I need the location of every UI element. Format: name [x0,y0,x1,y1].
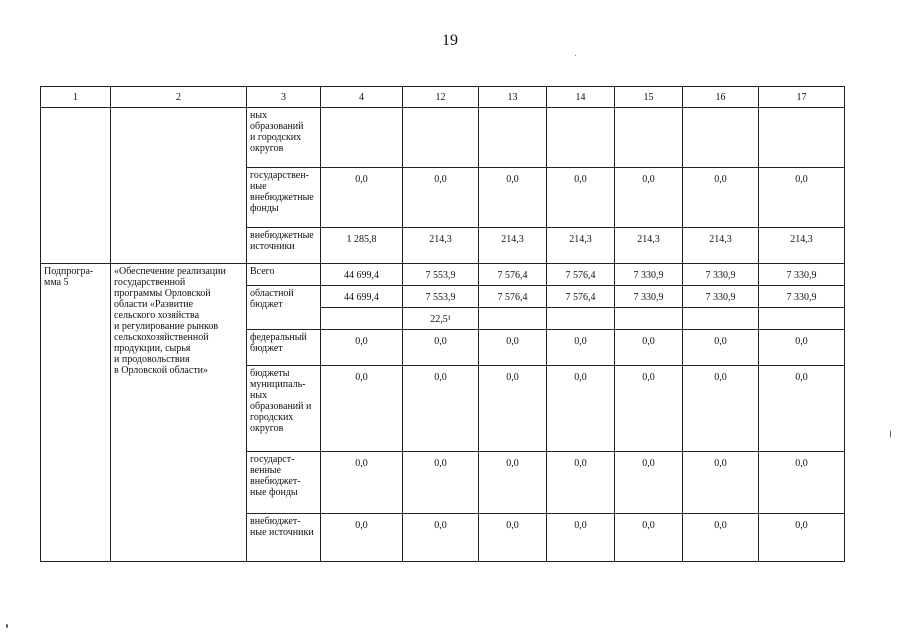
value-cell: 0,0 [615,366,683,452]
value-cell: 0,0 [479,330,547,366]
budget-table [40,86,845,562]
value-cell: 0,0 [479,452,547,514]
value-cell: 0,0 [321,330,403,366]
value-cell [759,108,845,168]
value-cell [479,308,547,330]
column-header: 1 [41,87,111,108]
value-cell: 7 576,4 [547,286,615,308]
value-cell: 44 699,4 [321,264,403,286]
value-cell: 214,3 [403,228,479,264]
column-header: 2 [111,87,247,108]
value-cell [615,108,683,168]
value-cell: 7 330,9 [759,264,845,286]
page-number: 19 [442,32,458,49]
value-cell [321,108,403,168]
funding-source-label: федеральный бюджет [247,330,321,366]
value-cell: 0,0 [759,514,845,562]
value-cell [547,308,615,330]
subprogram-code: Подпрогра- мма 5 [41,264,111,562]
value-cell: 7 576,4 [479,286,547,308]
value-cell [403,108,479,168]
subprogram-title: «Обеспечение реализации государственной программы Орловской области «Развитие сельского хозяйства и регулирование рынков сельскохозяйственной продукции, сырья и продовольствия в Орловской области» [111,264,247,562]
value-cell: 0,0 [321,452,403,514]
value-cell: 214,3 [759,228,845,264]
column-header: 16 [683,87,759,108]
empty-cell [111,108,247,264]
value-cell: 7 553,9 [403,264,479,286]
scan-speck [575,55,576,56]
value-cell: 0,0 [479,366,547,452]
value-cell: 0,0 [403,366,479,452]
value-cell: 214,3 [479,228,547,264]
value-cell: 0,0 [321,514,403,562]
value-cell [683,308,759,330]
funding-source-label: Всего [247,264,321,286]
funding-source-label: ных образований и городских округов [247,108,321,168]
column-header: 15 [615,87,683,108]
value-cell: 0,0 [547,366,615,452]
value-cell: 0,0 [683,452,759,514]
value-cell: 0,0 [759,452,845,514]
funding-source-label: государствен- ные внебюджетные фонды [247,168,321,228]
value-cell [547,108,615,168]
value-cell: 7 330,9 [615,264,683,286]
value-cell [321,308,403,330]
column-number-row [41,87,845,108]
value-cell: 0,0 [759,366,845,452]
value-cell: 214,3 [683,228,759,264]
value-cell: 7 330,9 [683,286,759,308]
value-cell: 0,0 [683,330,759,366]
value-cell: 0,0 [547,330,615,366]
value-cell: 7 553,9 [403,286,479,308]
value-cell: 0,0 [403,330,479,366]
table-row [41,264,845,286]
value-cell: 214,3 [615,228,683,264]
funding-source-label: областной бюджет [247,286,321,330]
column-header: 12 [403,87,479,108]
value-cell: 0,0 [321,366,403,452]
value-cell: 0,0 [479,168,547,228]
value-cell [683,108,759,168]
column-header: 14 [547,87,615,108]
table-row [41,108,845,168]
value-cell: 7 576,4 [547,264,615,286]
funding-source-label: бюджеты муниципаль- ных образований и городских округов [247,366,321,452]
value-cell: 0,0 [547,168,615,228]
value-cell: 0,0 [547,514,615,562]
funding-source-label: внебюджет- ные источники [247,514,321,562]
column-header: 17 [759,87,845,108]
value-cell: 0,0 [615,452,683,514]
value-cell [759,308,845,330]
value-cell: 1 285,8 [321,228,403,264]
column-header: 13 [479,87,547,108]
column-header: 3 [247,87,321,108]
scan-speck [6,624,8,628]
scan-speck [890,430,891,438]
value-cell: 22,5¹ [403,308,479,330]
value-cell [615,308,683,330]
value-cell: 0,0 [759,330,845,366]
value-cell: 7 330,9 [759,286,845,308]
value-cell: 0,0 [683,514,759,562]
value-cell: 0,0 [403,452,479,514]
value-cell [479,108,547,168]
value-cell: 0,0 [403,514,479,562]
value-cell: 214,3 [547,228,615,264]
value-cell: 7 330,9 [683,264,759,286]
empty-cell [41,108,111,264]
value-cell: 7 330,9 [615,286,683,308]
value-cell: 0,0 [683,366,759,452]
funding-source-label: внебюджетные источники [247,228,321,264]
value-cell: 44 699,4 [321,286,403,308]
funding-source-label: государст- венные внебюджет- ные фонды [247,452,321,514]
value-cell: 0,0 [615,514,683,562]
value-cell: 7 576,4 [479,264,547,286]
value-cell: 0,0 [615,330,683,366]
value-cell: 0,0 [683,168,759,228]
value-cell: 0,0 [759,168,845,228]
value-cell: 0,0 [321,168,403,228]
value-cell: 0,0 [403,168,479,228]
value-cell: 0,0 [479,514,547,562]
column-header: 4 [321,87,403,108]
value-cell: 0,0 [547,452,615,514]
value-cell: 0,0 [615,168,683,228]
